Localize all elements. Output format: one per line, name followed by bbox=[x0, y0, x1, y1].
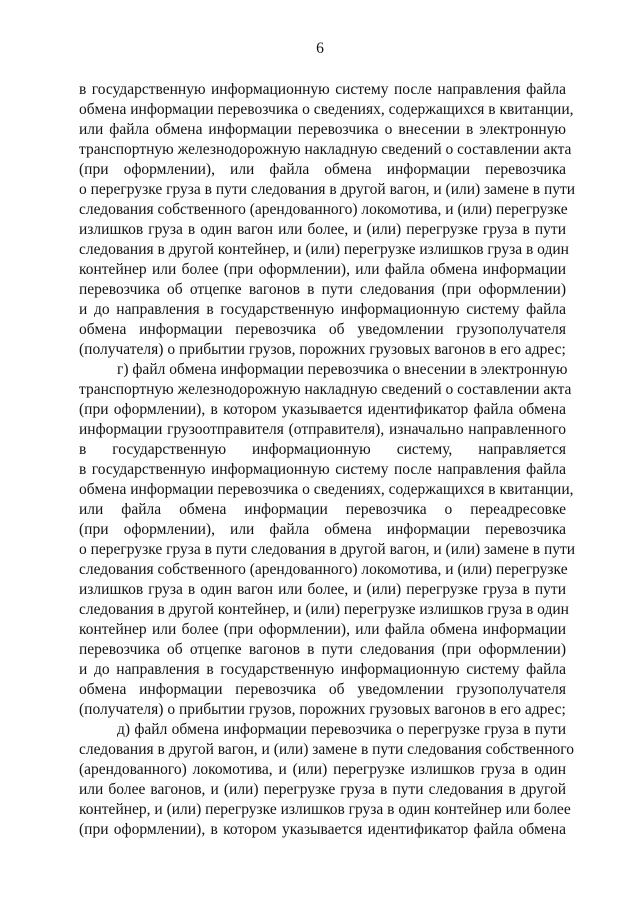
text-line: следования в другой вагон, и (или) замене в пути следования собственного bbox=[79, 741, 575, 758]
text-line: информации грузоотправителя (отправителя), изначально направленного bbox=[79, 421, 566, 438]
text-line: перевозчика об отцепке вагонов в пути следования (при оформлении) bbox=[79, 281, 566, 298]
text-line: (при оформлении), в котором указывается идентификатор файла обмена bbox=[79, 401, 566, 418]
text-line: или файла обмена информации перевозчика о внесении в электронную bbox=[79, 121, 566, 138]
text-line: излишков груза в один вагон или более, и (или) перегрузке груза в пути bbox=[79, 221, 566, 238]
text-line: (при оформлении), в котором указывается идентификатор файла обмена bbox=[79, 821, 566, 838]
text-line: обмена информации перевозчика об уведомлении грузополучателя bbox=[79, 681, 566, 698]
text-line: в государственную информационную систему после направления файла bbox=[79, 461, 566, 478]
text-line: транспортную железнодорожную накладную сведений о составлении акта bbox=[79, 381, 572, 398]
body-text bbox=[79, 80, 576, 840]
text-line: (получателя) о прибытии грузов, порожних грузовых вагонов в его адрес; bbox=[79, 341, 566, 358]
text-line: обмена информации перевозчика о сведениях, содержащихся в квитанции, bbox=[79, 101, 574, 118]
text-line: контейнер или более (при оформлении), или файла обмена информации bbox=[79, 621, 566, 638]
text-line: или более вагонов, и (или) перегрузке груза в пути следования в другой bbox=[79, 781, 566, 798]
text-line: следования в другой контейнер, и (или) перегрузке излишков груза в один bbox=[79, 601, 569, 618]
text-line: контейнер, и (или) перегрузке излишков груза в один контейнер или более bbox=[79, 801, 571, 818]
text-line: в государственную информационную систему после направления файла bbox=[79, 81, 566, 98]
text-line: транспортную железнодорожную накладную сведений о составлении акта bbox=[79, 141, 572, 158]
text-line: следования в другой контейнер, и (или) перегрузке излишков груза в один bbox=[79, 241, 569, 258]
text-line: в государственную информационную систему, направляется bbox=[79, 441, 566, 458]
text-line: обмена информации перевозчика о сведениях, содержащихся в квитанции, bbox=[79, 481, 574, 498]
text-line: д) файл обмена информации перевозчика о перегрузке груза в пути bbox=[117, 721, 566, 738]
text-line: о перегрузке груза в пути следования в другой вагон, и (или) замене в пути bbox=[79, 181, 576, 198]
text-line: (при оформлении), или файла обмена информации перевозчика bbox=[79, 521, 566, 538]
page-number: 6 bbox=[316, 40, 324, 57]
text-line: излишков груза в один вагон или более, и (или) перегрузке груза в пути bbox=[79, 581, 566, 598]
text-line: (при оформлении), или файла обмена информации перевозчика bbox=[79, 161, 566, 178]
text-line: перевозчика об отцепке вагонов в пути следования (при оформлении) bbox=[79, 641, 566, 658]
text-line: следования собственного (арендованного) локомотива, и (или) перегрузке bbox=[79, 201, 568, 218]
text-line: г) файл обмена информации перевозчика о внесении в электронную bbox=[117, 361, 568, 378]
text-line: контейнер или более (при оформлении), или файла обмена информации bbox=[79, 261, 566, 278]
text-line: (получателя) о прибытии грузов, порожних грузовых вагонов в его адрес; bbox=[79, 701, 566, 718]
text-line: или файла обмена информации перевозчика о переадресовке bbox=[79, 501, 566, 518]
text-line: и до направления в государственную информационную систему файла bbox=[79, 661, 566, 678]
text-line: о перегрузке груза в пути следования в другой вагон, и (или) замене в пути bbox=[79, 541, 576, 558]
text-line: обмена информации перевозчика об уведомлении грузополучателя bbox=[79, 321, 566, 338]
text-line: и до направления в государственную информационную систему файла bbox=[79, 301, 566, 318]
text-line: (арендованного) локомотива, и (или) перегрузке излишков груза в один bbox=[79, 761, 566, 778]
text-line: следования собственного (арендованного) локомотива, и (или) перегрузке bbox=[79, 561, 568, 578]
